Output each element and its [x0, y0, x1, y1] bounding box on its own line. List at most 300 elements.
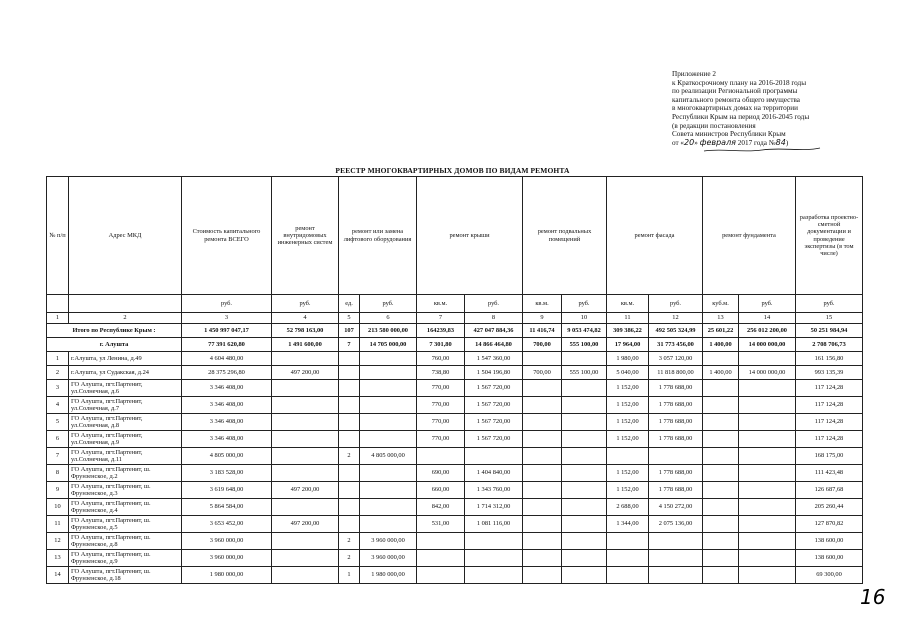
table-cell [562, 499, 607, 516]
table-cell [703, 414, 739, 431]
table-cell [523, 397, 562, 414]
col-number-row [47, 313, 863, 324]
table-row [47, 482, 863, 499]
table-cell: 117 124,28 [796, 431, 863, 448]
table-cell [465, 567, 523, 584]
table-cell: 1 714 312,00 [465, 499, 523, 516]
col-number: 11 [607, 313, 649, 324]
address-cell: ГО Алушта, пгт.Партенит, ш. Фрунзенское, д.5 [69, 516, 182, 533]
table-cell [360, 397, 417, 414]
appendix-line: Совета министров Республики Крым [672, 130, 786, 139]
unit-cell: руб. [360, 295, 417, 313]
table-cell: 497 200,00 [272, 366, 339, 380]
address-cell: ГО Алушта, пгт.Партенит, ул.Солнечная, д.6 [69, 380, 182, 397]
col-number: 8 [465, 313, 523, 324]
address-cell: г.Алушта, ул Судакская, д.24 [69, 366, 182, 380]
table-cell: 205 260,44 [796, 499, 863, 516]
date-year: 2017 года № [736, 138, 776, 147]
table-cell: 1 567 720,00 [465, 414, 523, 431]
table-cell [272, 465, 339, 482]
table-cell: 1 547 360,00 [465, 352, 523, 366]
table-cell [607, 567, 649, 584]
table-cell [417, 550, 465, 567]
table-cell: 138 600,00 [796, 533, 863, 550]
table-row [47, 465, 863, 482]
col-number: 3 [182, 313, 272, 324]
table-cell [360, 516, 417, 533]
table-cell [739, 567, 796, 584]
table-cell: 111 423,48 [796, 465, 863, 482]
table-cell: 138 600,00 [796, 550, 863, 567]
table-cell [339, 380, 360, 397]
table-cell [272, 414, 339, 431]
table-cell: 700,00 [523, 366, 562, 380]
table-cell: 117 124,28 [796, 414, 863, 431]
unit-cell: руб. [182, 295, 272, 313]
table-cell: 1 567 720,00 [465, 431, 523, 448]
table-cell [523, 499, 562, 516]
table-cell: 1 778 688,00 [649, 482, 703, 499]
table-cell [703, 465, 739, 482]
city-cell: 1 400,00 [703, 338, 739, 352]
table-cell: 3 346 408,00 [182, 380, 272, 397]
col-facade-header: ремонт фасада [607, 177, 703, 295]
total-cell: 427 047 884,36 [465, 324, 523, 338]
total-label: Итого по Республике Крым : [47, 324, 182, 338]
total-cell: 164239,83 [417, 324, 465, 338]
table-cell [417, 533, 465, 550]
total-cell: 11 416,74 [523, 324, 562, 338]
table-cell: 7 [47, 448, 69, 465]
table-cell: 660,00 [417, 482, 465, 499]
table-row [47, 567, 863, 584]
address-cell: ГО Алушта, пгт.Партенит, ул.Солнечная, д.8 [69, 414, 182, 431]
total-cell: 309 386,22 [607, 324, 649, 338]
table-row [47, 366, 863, 380]
city-cell: 700,00 [523, 338, 562, 352]
table-cell: 1 980,00 [607, 352, 649, 366]
table-cell [649, 448, 703, 465]
city-label: г. Алушта [47, 338, 182, 352]
col-number: 6 [360, 313, 417, 324]
unit-cell [47, 295, 69, 313]
table-row [47, 380, 863, 397]
table-cell: 5 040,00 [607, 366, 649, 380]
col-foundation-header: ремонт фундамента [703, 177, 796, 295]
table-cell: 117 124,28 [796, 397, 863, 414]
table-cell: 1 152,00 [607, 380, 649, 397]
table-cell: 1 404 840,00 [465, 465, 523, 482]
city-cell: 14 000 000,00 [739, 338, 796, 352]
appendix-line: по реализации Региональной программы [672, 87, 798, 96]
table-cell [523, 533, 562, 550]
unit-cell: руб. [796, 295, 863, 313]
city-cell: 31 773 456,00 [649, 338, 703, 352]
handwritten-underline [702, 142, 822, 156]
table-cell: 1 778 688,00 [649, 380, 703, 397]
table-cell [562, 516, 607, 533]
table-cell: 1 504 196,80 [465, 366, 523, 380]
col-number: 12 [649, 313, 703, 324]
city-cell: 7 [339, 338, 360, 352]
table-cell [607, 448, 649, 465]
table-cell [739, 431, 796, 448]
table-cell [523, 465, 562, 482]
appendix-line: (в редакции постановления [672, 121, 756, 130]
table-cell [272, 448, 339, 465]
table-cell: 770,00 [417, 414, 465, 431]
unit-cell: кв.м. [607, 295, 649, 313]
table-cell [523, 414, 562, 431]
table-row [47, 431, 863, 448]
address-cell: г.Алушта, ул Ленина, д.49 [69, 352, 182, 366]
city-cell: 77 391 620,80 [182, 338, 272, 352]
unit-cell: руб. [739, 295, 796, 313]
table-cell [465, 533, 523, 550]
table-cell: 1 152,00 [607, 465, 649, 482]
table-cell [562, 550, 607, 567]
table-cell [339, 366, 360, 380]
table-cell: 13 [47, 550, 69, 567]
table-cell: 11 [47, 516, 69, 533]
table-cell [562, 448, 607, 465]
appendix-line: Республики Крым на период 2016-2045 годы [672, 112, 810, 121]
table-cell: 760,00 [417, 352, 465, 366]
table-cell [703, 516, 739, 533]
table-cell: 3 653 452,00 [182, 516, 272, 533]
col-number: 7 [417, 313, 465, 324]
col-number: 4 [272, 313, 339, 324]
table-cell: 5 [47, 414, 69, 431]
city-cell: 17 964,00 [607, 338, 649, 352]
table-cell: 4 150 272,00 [649, 499, 703, 516]
table-cell: 690,00 [417, 465, 465, 482]
city-cell: 2 708 706,73 [796, 338, 863, 352]
table-cell [523, 482, 562, 499]
table-cell: 4 604 480,00 [182, 352, 272, 366]
total-cell: 9 053 474,82 [562, 324, 607, 338]
house-rows [47, 352, 863, 584]
table-cell: 1 152,00 [607, 482, 649, 499]
table-cell [562, 414, 607, 431]
table-cell: 28 375 296,80 [182, 366, 272, 380]
table-cell: 1 152,00 [607, 414, 649, 431]
city-cell: 14 866 464,80 [465, 338, 523, 352]
table-cell: 14 [47, 567, 69, 584]
table-cell: 3 346 408,00 [182, 431, 272, 448]
total-cell: 50 251 984,94 [796, 324, 863, 338]
table-cell: 12 [47, 533, 69, 550]
col-number: 1 [47, 313, 69, 324]
col-number: 15 [796, 313, 863, 324]
table-cell: 1 980 000,00 [182, 567, 272, 584]
col-design-header: разработка проектно-сметной документации и проведение экспертизы (в том числе) [796, 177, 863, 295]
date-prefix: от « [672, 138, 685, 147]
city-cell: 1 491 600,00 [272, 338, 339, 352]
total-cell: 107 [339, 324, 360, 338]
table-cell: 1 [47, 352, 69, 366]
date-month: февраля [699, 137, 736, 147]
table-cell [339, 516, 360, 533]
table-cell: 1 778 688,00 [649, 397, 703, 414]
appendix-line: Приложение 2 [672, 70, 716, 78]
table-cell: 127 870,82 [796, 516, 863, 533]
table-row [47, 448, 863, 465]
units-row [47, 295, 863, 313]
table-cell: 1 980 000,00 [360, 567, 417, 584]
unit-cell: кв.м. [523, 295, 562, 313]
table-cell [272, 397, 339, 414]
address-cell: ГО Алушта, пгт.Партенит, ш. Фрунзенское, д.2 [69, 465, 182, 482]
address-cell: ГО Алушта, пгт.Партенит, ул.Солнечная, д.7 [69, 397, 182, 414]
table-cell [739, 448, 796, 465]
table-cell: 3 619 648,00 [182, 482, 272, 499]
col-elevator-header: ремонт или замена лифтового оборудования [339, 177, 417, 295]
unit-cell: руб. [562, 295, 607, 313]
table-cell: 126 687,68 [796, 482, 863, 499]
city-cell: 14 705 000,00 [360, 338, 417, 352]
table-cell: 738,80 [417, 366, 465, 380]
address-cell: ГО Алушта, пгт.Партенит, ул.Солнечная, д.11 [69, 448, 182, 465]
table-cell: 161 156,80 [796, 352, 863, 366]
table-cell: 10 [47, 499, 69, 516]
page-number: 16 [860, 585, 886, 609]
table-cell [703, 550, 739, 567]
table-cell: 1 778 688,00 [649, 414, 703, 431]
table-cell [703, 397, 739, 414]
appendix-note [672, 70, 902, 147]
col-total-header: Стоимость капитального ремонта ВСЕГО [182, 177, 272, 295]
table-cell [703, 533, 739, 550]
col-num-header: № п/п [47, 177, 69, 295]
col-number: 5 [339, 313, 360, 324]
table-cell: 2 [339, 448, 360, 465]
table-cell [523, 567, 562, 584]
city-cell: 7 301,80 [417, 338, 465, 352]
table-cell [523, 380, 562, 397]
table-cell [339, 352, 360, 366]
unit-cell [69, 295, 182, 313]
address-cell: ГО Алушта, пгт.Партенит, ул.Солнечная, д.9 [69, 431, 182, 448]
date-day: 20 [684, 137, 695, 147]
table-cell [523, 550, 562, 567]
table-cell [739, 380, 796, 397]
table-cell: 1 081 116,00 [465, 516, 523, 533]
table-cell [649, 533, 703, 550]
table-cell: 14 000 000,00 [739, 366, 796, 380]
table-cell [607, 550, 649, 567]
col-roof-header: ремонт крыши [417, 177, 523, 295]
total-cell: 1 450 997 047,17 [182, 324, 272, 338]
table-cell [739, 482, 796, 499]
table-cell [703, 567, 739, 584]
table-cell: 3 346 408,00 [182, 414, 272, 431]
table-cell [339, 465, 360, 482]
unit-cell: ед. [339, 295, 360, 313]
table-cell: 6 [47, 431, 69, 448]
table-cell [649, 550, 703, 567]
table-row [47, 397, 863, 414]
table-cell [272, 431, 339, 448]
table-cell [703, 482, 739, 499]
table-cell [523, 352, 562, 366]
col-number: 10 [562, 313, 607, 324]
page-title: РЕЕСТР МНОГОКВАРТИРНЫХ ДОМОВ ПО ВИДАМ РЕМОНТА [335, 166, 570, 175]
table-cell [360, 482, 417, 499]
table-cell [739, 414, 796, 431]
table-cell: 4 805 000,00 [182, 448, 272, 465]
table-cell: 2 [47, 366, 69, 380]
table-cell [523, 448, 562, 465]
table-cell: 1 778 688,00 [649, 431, 703, 448]
table-cell: 8 [47, 465, 69, 482]
table-cell: 3 960 000,00 [360, 550, 417, 567]
table-cell: 2 075 136,00 [649, 516, 703, 533]
table-cell: 9 [47, 482, 69, 499]
header-row [47, 177, 863, 295]
table-cell [360, 431, 417, 448]
table-cell: 4 805 000,00 [360, 448, 417, 465]
table-cell: 5 864 584,00 [182, 499, 272, 516]
table-cell: 1 778 688,00 [649, 465, 703, 482]
col-number: 2 [69, 313, 182, 324]
table-cell: 3 960 000,00 [182, 533, 272, 550]
table-cell: 770,00 [417, 380, 465, 397]
total-cell: 492 505 324,99 [649, 324, 703, 338]
table-cell [739, 352, 796, 366]
table-cell [417, 567, 465, 584]
table-cell [360, 414, 417, 431]
city-cell: 555 100,00 [562, 338, 607, 352]
col-number: 9 [523, 313, 562, 324]
table-cell: 3 346 408,00 [182, 397, 272, 414]
table-cell [272, 499, 339, 516]
table-cell [739, 533, 796, 550]
unit-cell: куб.м. [703, 295, 739, 313]
table-cell: 993 135,39 [796, 366, 863, 380]
table-cell [360, 366, 417, 380]
table-cell: 497 200,00 [272, 482, 339, 499]
table-cell [360, 352, 417, 366]
col-basement-header: ремонт подвальных помещений [523, 177, 607, 295]
total-cell: 213 580 000,00 [360, 324, 417, 338]
address-cell: ГО Алушта, пгт.Партенит, ш. Фрунзенское, д.9 [69, 550, 182, 567]
col-number: 14 [739, 313, 796, 324]
table-cell [739, 550, 796, 567]
table-cell [360, 499, 417, 516]
table-cell [523, 516, 562, 533]
table-cell [607, 533, 649, 550]
table-cell [339, 397, 360, 414]
table-cell [360, 465, 417, 482]
address-cell: ГО Алушта, пгт.Партенит, ш. Фрунзенское, д.4 [69, 499, 182, 516]
table-cell: 3 960 000,00 [182, 550, 272, 567]
table-cell [562, 431, 607, 448]
table-cell: 2 [339, 550, 360, 567]
registry-table [46, 176, 863, 584]
table-cell: 1 152,00 [607, 431, 649, 448]
table-row [47, 414, 863, 431]
total-cell: 52 798 163,00 [272, 324, 339, 338]
table-cell: 2 688,00 [607, 499, 649, 516]
table-cell [703, 352, 739, 366]
table-cell [703, 499, 739, 516]
table-cell [739, 465, 796, 482]
table-row [47, 352, 863, 366]
table-cell [562, 352, 607, 366]
table-cell [339, 414, 360, 431]
table-cell: 770,00 [417, 397, 465, 414]
table-cell [703, 448, 739, 465]
table-cell [562, 567, 607, 584]
table-cell [739, 516, 796, 533]
table-cell [465, 448, 523, 465]
table-cell: 3 057 120,00 [649, 352, 703, 366]
table-cell [272, 550, 339, 567]
table-row [47, 499, 863, 516]
table-cell [523, 431, 562, 448]
table-cell: 4 [47, 397, 69, 414]
unit-cell: руб. [649, 295, 703, 313]
table-cell [339, 482, 360, 499]
table-cell: 3 [47, 380, 69, 397]
table-cell [562, 533, 607, 550]
address-cell: ГО Алушта, пгт.Партенит, ш. Фрунзенское, д.8 [69, 533, 182, 550]
appendix-line: к Краткосрочному плану на 2016-2018 годы [672, 78, 807, 87]
col-address-header: Адрес МКД [69, 177, 182, 295]
unit-cell: руб. [272, 295, 339, 313]
table-cell [703, 380, 739, 397]
table-cell [360, 380, 417, 397]
table-row [47, 533, 863, 550]
table-cell: 69 300,00 [796, 567, 863, 584]
table-cell: 3 960 000,00 [360, 533, 417, 550]
table-cell [649, 567, 703, 584]
total-row [47, 324, 863, 338]
table-cell: 1 [339, 567, 360, 584]
table-cell: 1 567 720,00 [465, 380, 523, 397]
appendix-line: в многоквартирных домах на территории [672, 104, 798, 113]
table-cell [739, 397, 796, 414]
table-cell [562, 380, 607, 397]
table-cell: 1 567 720,00 [465, 397, 523, 414]
table-cell [272, 567, 339, 584]
table-cell: 531,00 [417, 516, 465, 533]
table-row [47, 516, 863, 533]
table-cell [339, 431, 360, 448]
table-cell: 11 818 800,00 [649, 366, 703, 380]
table-cell [272, 352, 339, 366]
table-cell [562, 482, 607, 499]
table-cell: 1 400,00 [703, 366, 739, 380]
total-cell: 256 012 200,00 [739, 324, 796, 338]
table-cell: 497 200,00 [272, 516, 339, 533]
table-cell [562, 397, 607, 414]
table-cell: 2 [339, 533, 360, 550]
unit-cell: кв.м. [417, 295, 465, 313]
table-cell: 1 343 760,00 [465, 482, 523, 499]
table-cell: 117 124,28 [796, 380, 863, 397]
table-cell: 1 344,00 [607, 516, 649, 533]
unit-cell: руб. [465, 295, 523, 313]
table-cell [562, 465, 607, 482]
table-cell [417, 448, 465, 465]
table-cell [465, 550, 523, 567]
table-cell: 168 175,00 [796, 448, 863, 465]
table-cell: 842,00 [417, 499, 465, 516]
appendix-line: капитального ремонта общего имущества [672, 95, 800, 104]
table-cell: 3 183 528,00 [182, 465, 272, 482]
